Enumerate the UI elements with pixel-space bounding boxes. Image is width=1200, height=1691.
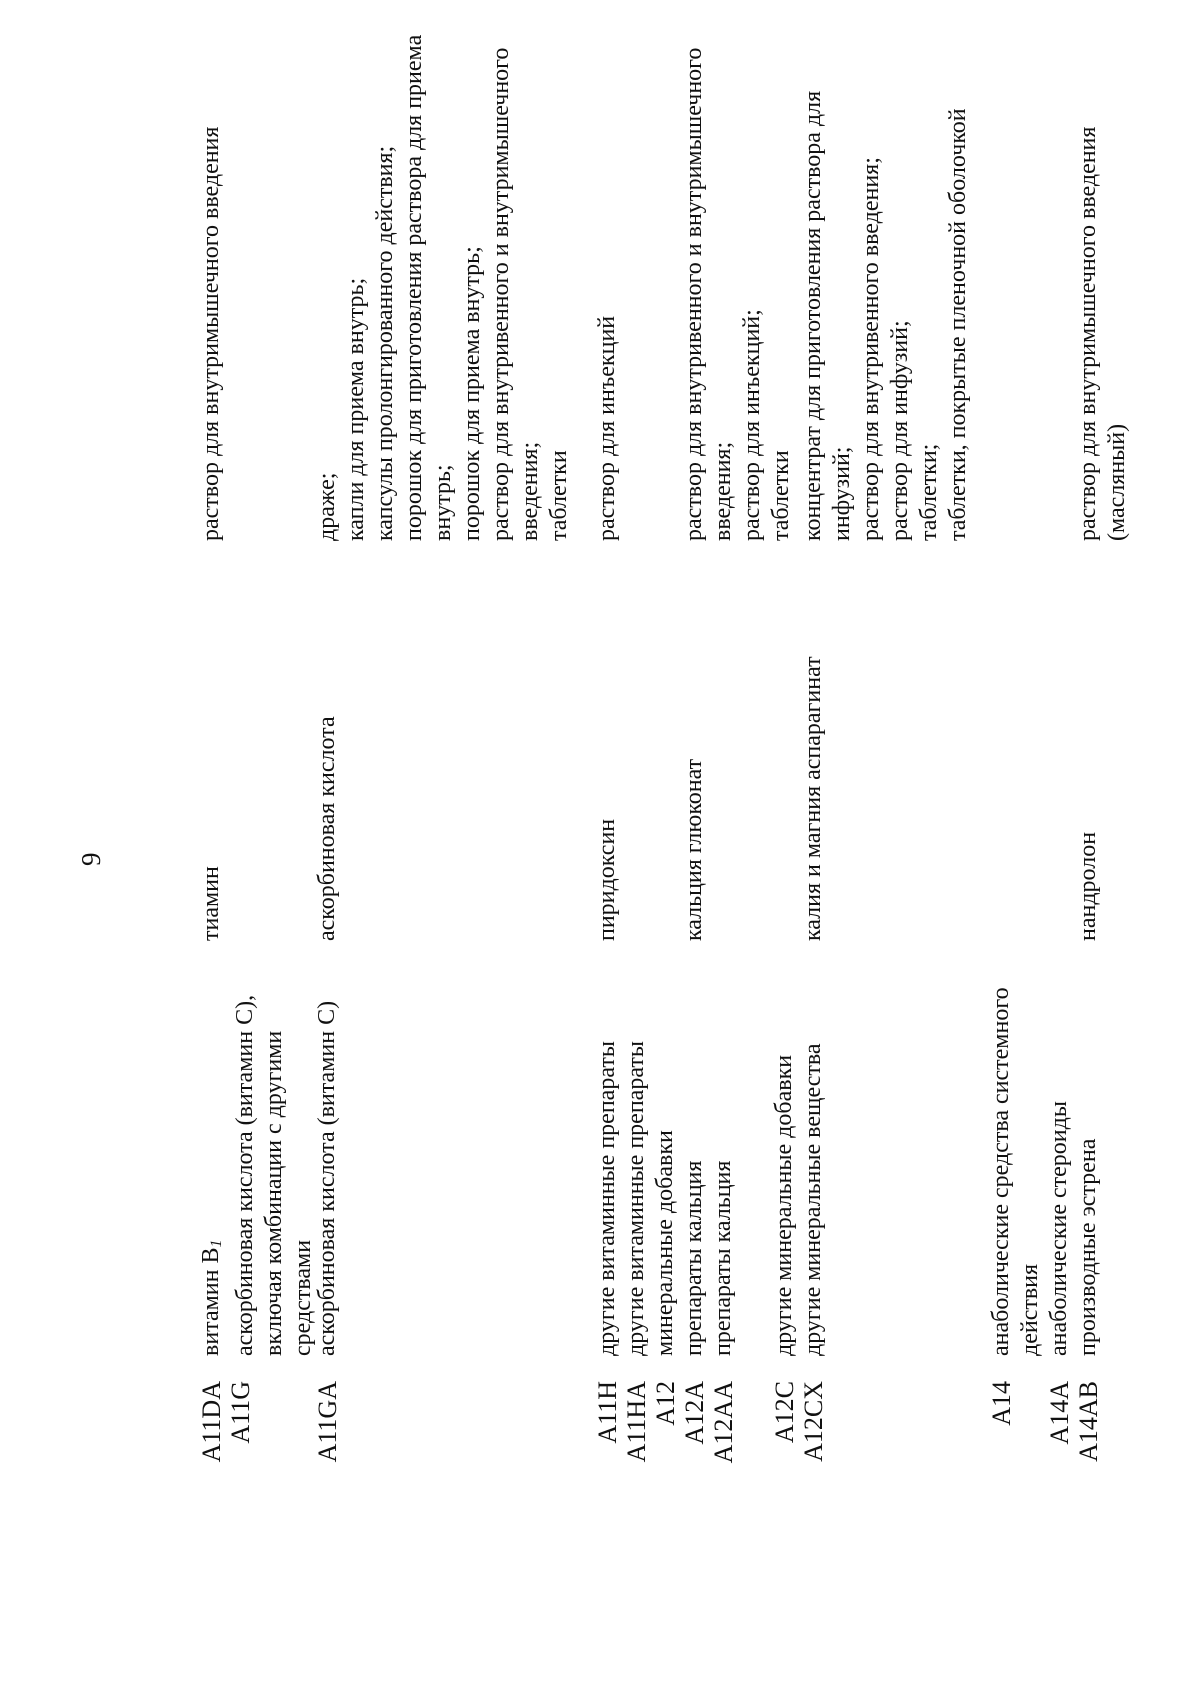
atc-code: A11HA: [622, 1381, 651, 1463]
dosage-form: внутрь;: [430, 464, 456, 541]
inn-cell: [987, 581, 1103, 941]
dosage-form: раствор для внутримышечного введения: [1075, 126, 1101, 541]
group-name: аскорбиновая кислота (витамин С),: [232, 994, 258, 1356]
inn-cell: [197, 581, 226, 941]
group-name-cell: [313, 886, 342, 1356]
group-name: средствами: [290, 1239, 316, 1356]
dosage-form: таблетки: [546, 450, 572, 541]
atc-code: A14A: [1045, 1381, 1074, 1445]
dosage-form: инфузий;: [829, 446, 855, 541]
dosage-form: таблетки: [768, 450, 794, 541]
group-name: включая комбинации с другими: [261, 1030, 287, 1356]
dosage-form: [1016, 41, 1045, 541]
subscript: 1: [208, 1239, 225, 1248]
dosage-form: капсулы пролонгированного действия;: [372, 145, 398, 541]
dosage-form: раствор для внутримышечного введения: [198, 126, 224, 541]
dosage-form: [987, 41, 1016, 541]
inn-name: нандролон: [1075, 831, 1101, 941]
group-name: препараты кальция: [681, 1160, 707, 1356]
dosage-form: раствор для внутривенного введения;: [858, 157, 884, 541]
atc-code: A14AB: [1074, 1381, 1103, 1462]
inn-name: [1016, 581, 1045, 941]
inn-cell: [770, 581, 828, 941]
dosage-form: концентрат для приготовления раствора для: [800, 90, 826, 541]
inn-name: кальция глюконат: [681, 758, 707, 941]
dosage-form: раствор для инъекций;: [739, 309, 765, 541]
dosage-form: таблетки, покрытые пленочной оболочкой: [945, 108, 971, 541]
group-name: препараты кальция: [710, 1160, 736, 1356]
dosage-form-cell: [197, 41, 226, 541]
inn-cell: [313, 581, 342, 941]
group-name: минеральные добавки: [652, 1130, 678, 1356]
dosage-form: (масляный): [1104, 423, 1130, 541]
group-name-cell: [770, 886, 828, 1356]
dosage-form-cell: [593, 41, 796, 541]
inn-name: [987, 581, 1016, 941]
atc-code: A12A: [680, 1381, 709, 1445]
dosage-form: порошок для приема внутрь;: [459, 246, 485, 541]
inn-name: калия и магния аспарагинат: [800, 656, 826, 941]
atc-code: [1016, 1381, 1045, 1476]
atc-code: A11GA: [313, 1381, 342, 1463]
atc-code-cell: [313, 1381, 342, 1476]
atc-code: A11H: [593, 1381, 622, 1444]
atc-code-cell: [197, 1381, 255, 1476]
atc-code: A12CX: [799, 1381, 828, 1462]
inn-name: пиридоксин: [594, 818, 620, 941]
atc-code-cell: [770, 1381, 828, 1476]
atc-code: A12: [651, 1381, 680, 1426]
inn-name: [622, 581, 651, 941]
group-name-cell: [197, 886, 318, 1356]
group-name: другие минеральные вещества: [800, 1043, 826, 1356]
page-number: 9: [76, 852, 106, 866]
group-name: другие витаминные препараты: [594, 1041, 620, 1356]
atc-code-cell: [987, 1381, 1103, 1476]
group-name: действия: [1017, 1263, 1043, 1356]
inn-name: [651, 581, 680, 941]
group-name: анаболические средства системного: [988, 987, 1014, 1356]
dosage-form: таблетки;: [916, 443, 942, 541]
dosage-form: раствор для инъекций: [594, 315, 620, 541]
dosage-form: введения;: [710, 441, 736, 541]
dosage-form: драже;: [314, 472, 340, 541]
dosage-form: раствор для инфузий;: [887, 320, 913, 541]
group-name: витамин $B_1$: [198, 1239, 225, 1356]
atc-code: A12AA: [709, 1381, 738, 1464]
inn-name: [770, 581, 799, 941]
group-name-cell: [593, 886, 738, 1356]
inn-name: тиамин: [198, 866, 224, 941]
dosage-form: порошок для приготовления раствора для приема: [401, 34, 427, 541]
dosage-form: [651, 41, 680, 541]
dosage-form-cell: [987, 41, 1132, 541]
inn-name: [1045, 581, 1074, 941]
group-name-cell: [987, 886, 1103, 1356]
dosage-form: раствор для внутривенного и внутримышечного: [488, 47, 514, 541]
dosage-form: [622, 41, 651, 541]
group-name: другие витаминные препараты: [623, 1041, 649, 1356]
atc-code: A14: [987, 1381, 1016, 1426]
group-name: анаболические стероиды: [1046, 1101, 1072, 1356]
dosage-form: [1045, 41, 1074, 541]
dosage-form: капли для приема внутрь;: [343, 277, 369, 541]
group-name: аскорбиновая кислота (витамин С): [314, 1000, 340, 1356]
inn-cell: [593, 581, 709, 941]
dosage-form-cell: [770, 41, 973, 541]
inn-name: аскорбиновая кислота: [314, 716, 340, 941]
dosage-form: раствор для внутривенного и внутримышечного: [681, 47, 707, 541]
atc-code: A12C: [770, 1381, 799, 1444]
dosage-form: [770, 41, 799, 541]
dosage-form-cell: [313, 34, 574, 541]
group-name: производные эстрена: [1075, 1138, 1101, 1356]
dosage-form: введения;: [517, 441, 543, 541]
atc-code: A11G: [226, 1381, 255, 1444]
atc-code-cell: [593, 1381, 738, 1476]
group-name: другие минеральные добавки: [771, 1054, 797, 1356]
atc-code: A11DA: [197, 1381, 226, 1463]
